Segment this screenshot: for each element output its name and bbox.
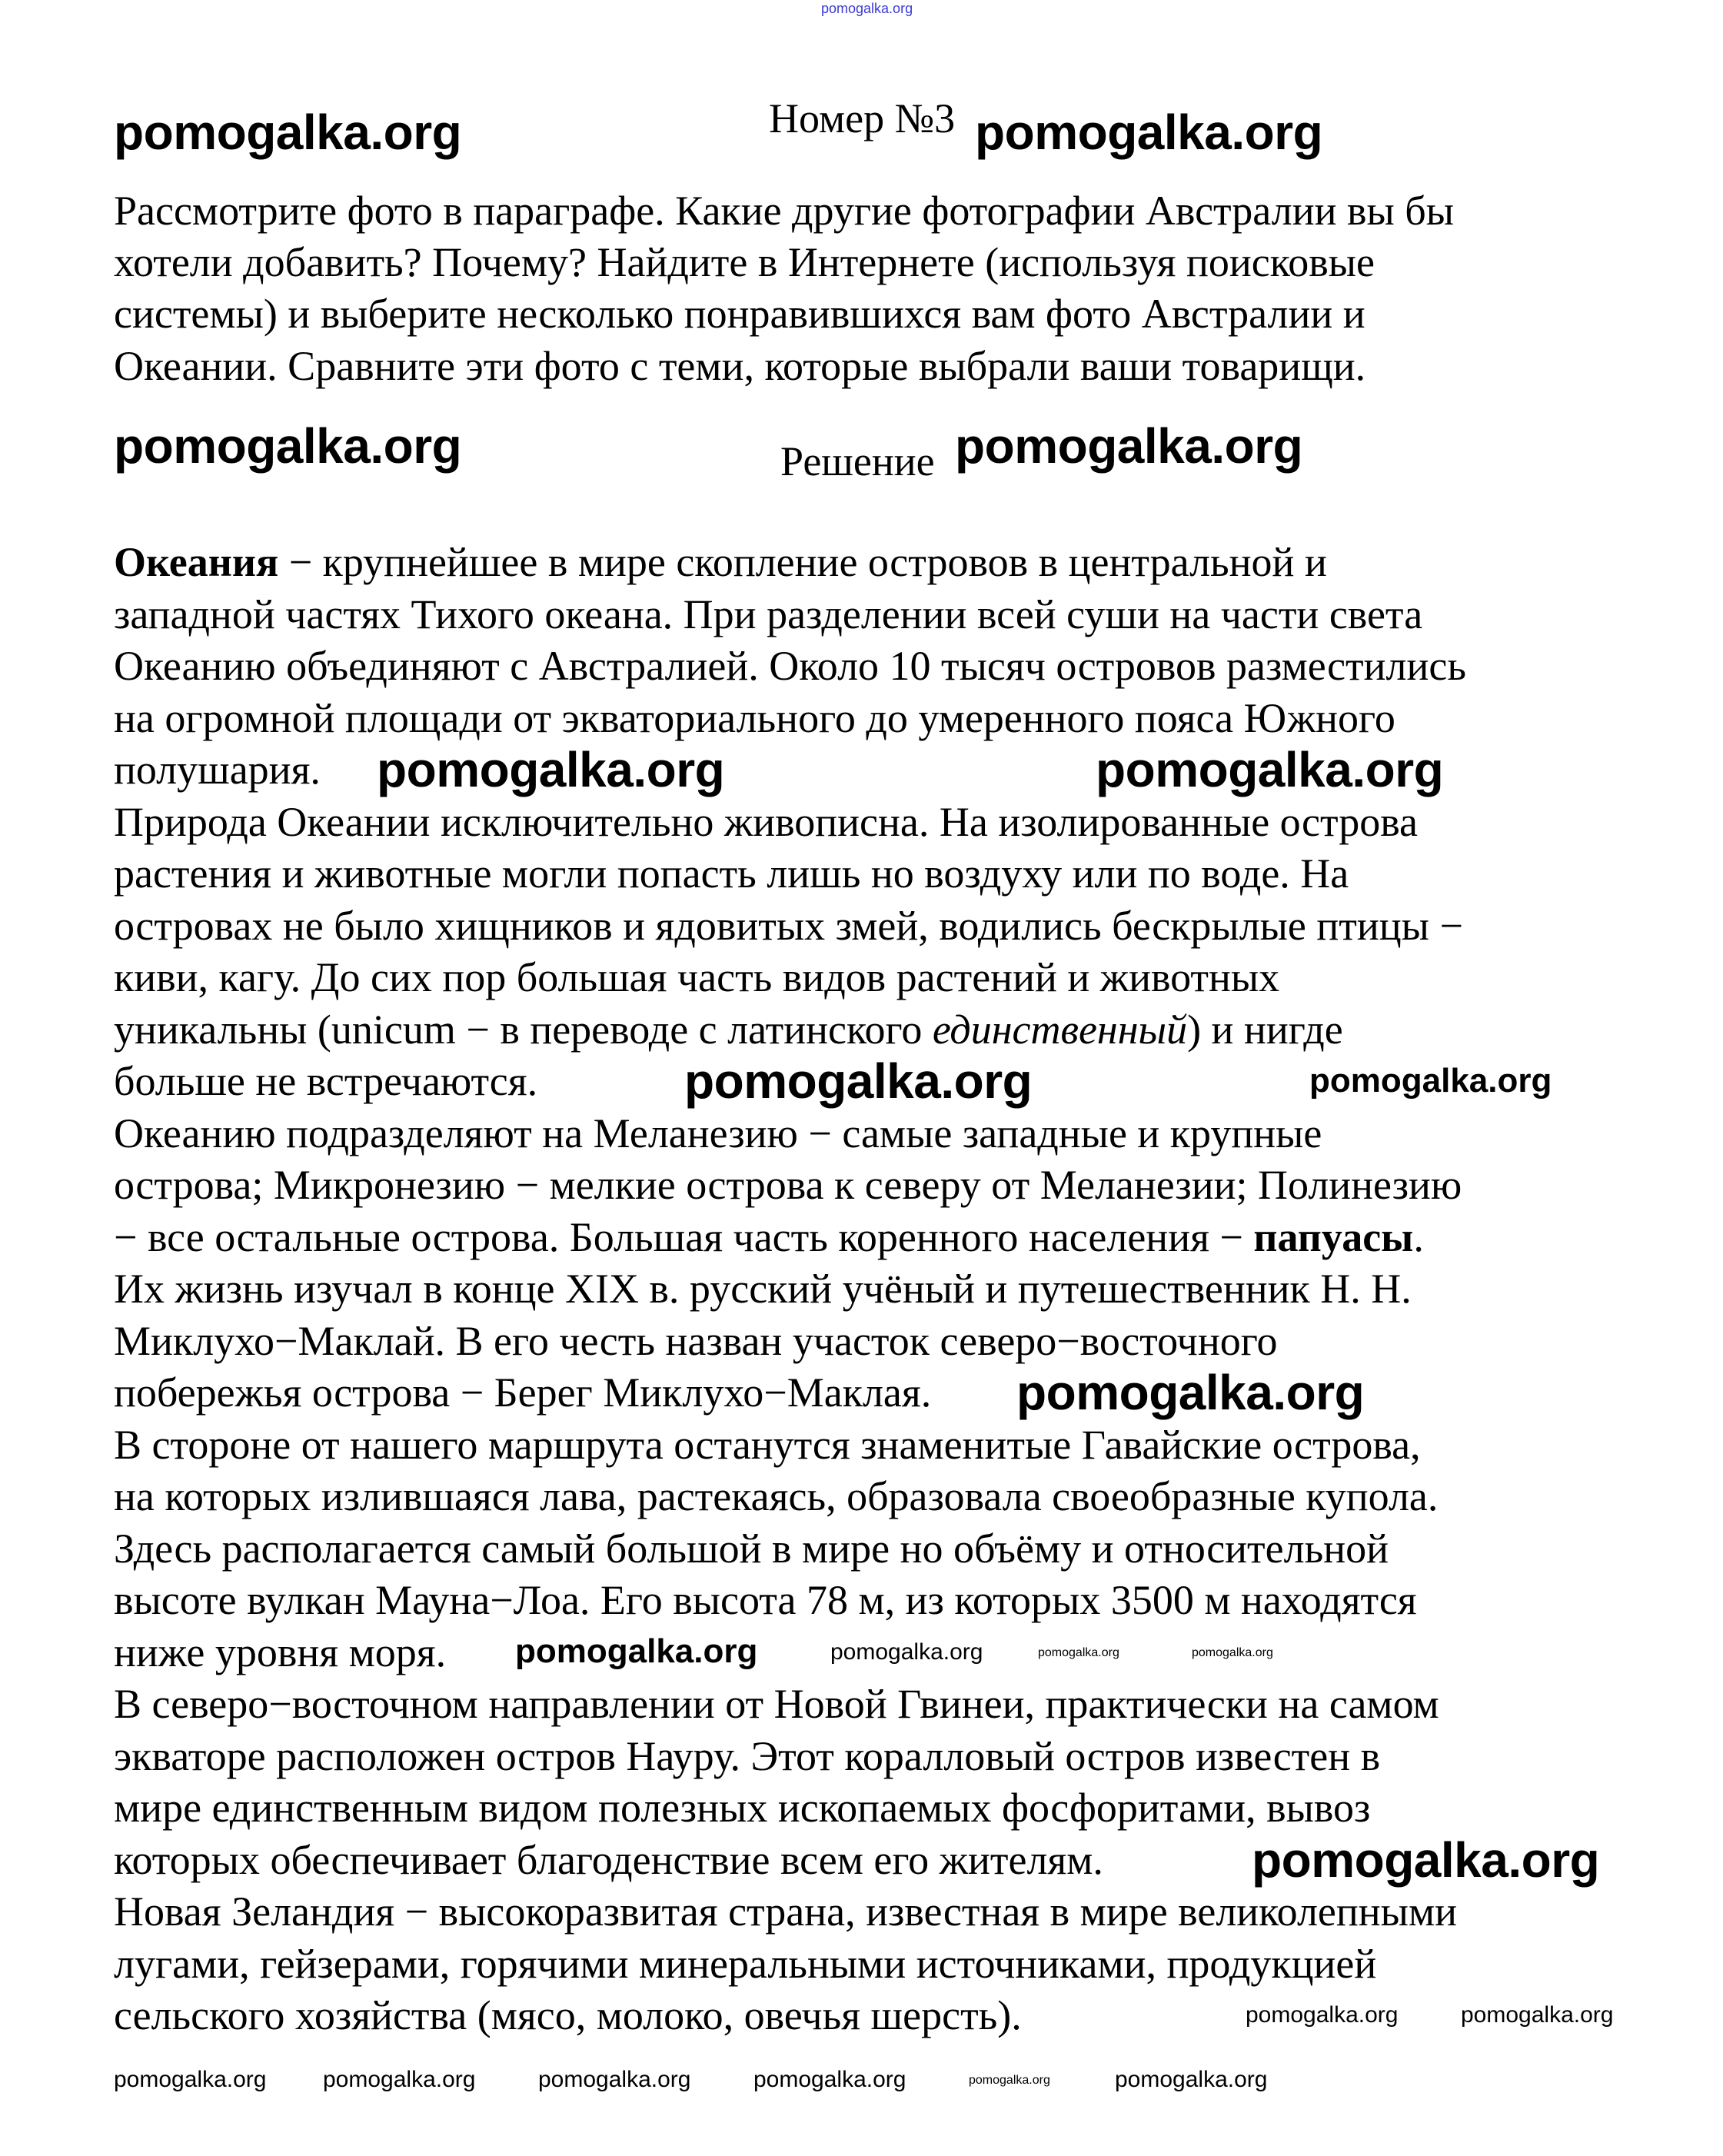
watermark: pomogalka.org xyxy=(969,2074,1050,2087)
watermark: pomogalka.org xyxy=(1461,2002,1614,2028)
body-line xyxy=(114,1162,1462,1208)
text-segment: Океанию объединяют с Австралией. Около 10 тысяч островов разместились xyxy=(114,643,1466,689)
text-segment: которых обеспечивает благоденствие всем его жителям. xyxy=(114,1836,1103,1883)
watermark: pomogalka.org xyxy=(114,105,462,160)
watermark: pomogalka.org xyxy=(1115,2067,1268,2092)
body-line xyxy=(114,1888,1457,1935)
watermark: pomogalka.org xyxy=(975,105,1323,160)
body-line xyxy=(114,1577,1417,1623)
text-segment: − все остальные острова. Большая часть коренного населения − xyxy=(114,1213,1254,1260)
watermark: pomogalka.org xyxy=(1038,1646,1119,1659)
question-line: хотели добавить? Почему? Найдите в Интернете (используя поисковые xyxy=(114,239,1375,285)
text-segment: Океанию подразделяют на Меланезию − самые западные и крупные xyxy=(114,1110,1322,1156)
body-line xyxy=(114,1110,1322,1156)
watermark: pomogalka.org xyxy=(377,742,725,797)
body-line xyxy=(114,954,1279,1000)
watermark: pomogalka.org xyxy=(830,1639,983,1665)
body-line xyxy=(114,539,1327,585)
body-line xyxy=(114,1473,1438,1519)
watermark: pomogalka.org xyxy=(114,2067,267,2092)
body-line xyxy=(114,1369,931,1416)
italic-term: единственный xyxy=(932,1006,1188,1053)
text-segment: В стороне от нашего маршрута останутся знаменитые Гавайские острова, xyxy=(114,1421,1421,1468)
text-segment: . xyxy=(1413,1213,1424,1260)
text-segment: островах не было хищников и ядовитых змей, водились бескрылые птицы − xyxy=(114,902,1463,949)
body-line xyxy=(114,643,1466,689)
text-segment: сельского хозяйства (мясо, молоко, овечья шерсть). xyxy=(114,1992,1022,2038)
body-line xyxy=(114,591,1422,637)
solution-heading: Решение xyxy=(780,438,935,484)
text-segment: мире единственным видом полезных ископаемых фосфоритами, вывоз xyxy=(114,1785,1371,1831)
body-line xyxy=(114,1785,1370,1831)
watermark: pomogalka.org xyxy=(538,2067,691,2092)
body-line xyxy=(114,695,1395,741)
watermark: pomogalka.org xyxy=(753,2067,906,2092)
watermark: pomogalka.org xyxy=(1096,742,1444,797)
watermark: pomogalka.org xyxy=(821,1,913,16)
body-line xyxy=(114,1992,1022,2038)
question-line: системы) и выберите несколько понравившихся вам фото Австралии и xyxy=(114,291,1365,337)
text-segment: Новая Зеландия − высокоразвитая страна, известная в мире великолепными xyxy=(114,1888,1458,1935)
body-line xyxy=(114,1941,1376,1987)
watermark: pomogalka.org xyxy=(1016,1365,1365,1420)
watermark: pomogalka.org xyxy=(1246,2002,1399,2028)
text-segment: В северо−восточном направлении от Новой Гвинеи, практически на самом xyxy=(114,1681,1439,1727)
text-segment: растения и животные могли попасть лишь но воздуху или по воде. На xyxy=(114,850,1349,897)
body-line xyxy=(114,1629,446,1675)
body-line xyxy=(114,1214,1424,1260)
text-segment: экваторе расположен остров Науру. Этот коралловый остров известен в xyxy=(114,1732,1381,1779)
watermark: pomogalka.org xyxy=(1192,1646,1273,1659)
watermark: pomogalka.org xyxy=(955,418,1303,474)
watermark: pomogalka.org xyxy=(684,1053,1033,1109)
text-segment: больше не встречаются. xyxy=(114,1058,538,1104)
body-line xyxy=(114,903,1463,949)
body-line xyxy=(114,850,1349,897)
text-segment: − крупнейшее в мире скопление островов в центральной и xyxy=(278,539,1327,585)
watermark: pomogalka.org xyxy=(114,418,462,474)
task-number-heading: Номер №3 xyxy=(769,95,956,141)
body-line xyxy=(114,799,1418,845)
bold-term: Океания xyxy=(114,539,279,585)
body-line xyxy=(114,1837,1103,1883)
text-segment: острова; Микронезию − мелкие острова к северу от Меланезии; Полинезию xyxy=(114,1162,1462,1208)
text-segment: Их жизнь изучал в конце XIX в. русский учёный и путешественник Н. Н. xyxy=(114,1266,1412,1312)
bold-term: папуасы xyxy=(1253,1213,1414,1260)
text-segment: высоте вулкан Мауна−Лоа. Его высота 78 м, из которых 3500 м находятся xyxy=(114,1577,1417,1623)
body-line xyxy=(114,1681,1439,1727)
body-line xyxy=(114,1058,537,1104)
text-segment: Здесь располагается самый большой в мире но объёму и относительной xyxy=(114,1525,1389,1572)
text-segment: уникальны (unicum − в переводе с латинского xyxy=(114,1006,933,1053)
text-segment: Миклухо−Маклай. В его честь назван участок северо−восточного xyxy=(114,1317,1278,1364)
text-segment: на огромной площади от экваториального до умеренного пояса Южного xyxy=(114,694,1395,741)
text-segment: побережья острова − Берег Миклухо−Маклая. xyxy=(114,1369,932,1416)
body-line xyxy=(114,1733,1380,1779)
watermark: pomogalka.org xyxy=(515,1632,758,1670)
watermark: pomogalka.org xyxy=(323,2067,476,2092)
body-line xyxy=(114,1266,1412,1312)
text-segment: лугами, гейзерами, горячими минеральными источниками, продукцией xyxy=(114,1940,1377,1987)
body-line xyxy=(114,1422,1421,1468)
text-segment: полушария. xyxy=(114,747,321,793)
text-segment: киви, кагу. До сих пор большая часть видов растений и животных xyxy=(114,954,1280,1000)
watermark: pomogalka.org xyxy=(1252,1832,1600,1888)
text-segment: ниже уровня моря. xyxy=(114,1629,447,1675)
question-line: Океании. Сравните эти фото с теми, которые выбрали ваши товарищи. xyxy=(114,343,1366,389)
text-segment: Природа Океании исключительно живописна. На изолированные острова xyxy=(114,798,1418,845)
watermark: pomogalka.org xyxy=(1309,1062,1552,1100)
text-segment: ) и нигде xyxy=(1187,1006,1343,1053)
body-line xyxy=(114,747,321,793)
question-line: Рассмотрите фото в параграфе. Какие другие фотографии Австралии вы бы xyxy=(114,188,1455,234)
body-line xyxy=(114,1318,1278,1364)
text-segment: на которых излившаяся лава, растекаясь, образовала своеобразные купола. xyxy=(114,1473,1439,1519)
text-segment: западной частях Тихого океана. При разделении всей суши на части света xyxy=(114,591,1423,637)
body-line xyxy=(114,1526,1389,1572)
body-line xyxy=(114,1006,1343,1053)
